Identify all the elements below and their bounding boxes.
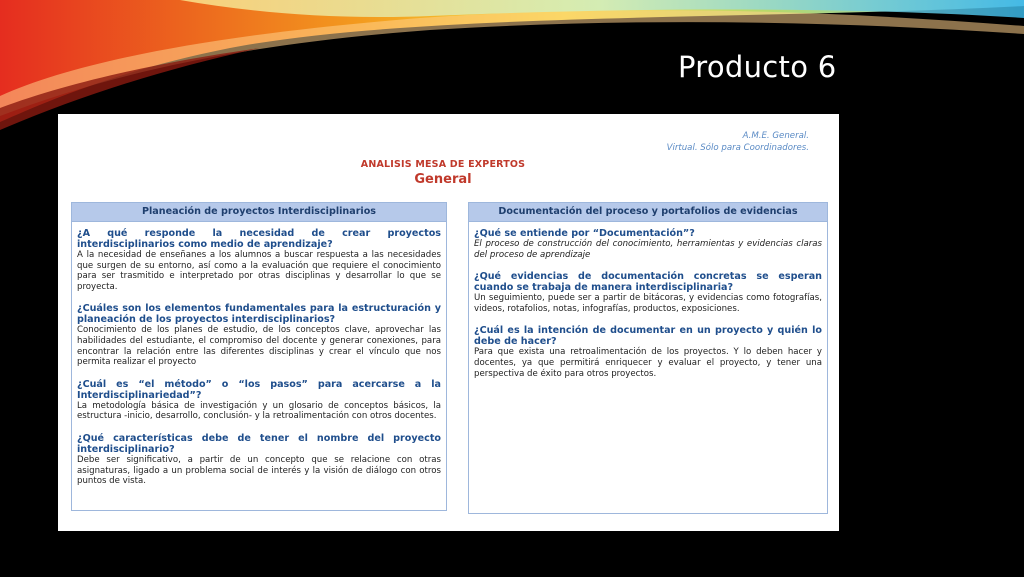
right-column-header: Documentación del proceso y portafolios de evidencias — [469, 203, 827, 222]
qa-item — [77, 379, 441, 422]
answer: Debe ser significativo, a partir de un concepto que se relacione con otras asignaturas, ligado a un problema social de interés y la visión de diálogo con otros puntos de vista. — [77, 454, 441, 487]
right-column — [468, 202, 828, 514]
document-subtitle: General — [414, 172, 472, 187]
qa-item — [77, 303, 441, 367]
question: ¿Qué evidencias de documentación concretas se esperan cuando se trabaja de manera interdisciplinaria? — [474, 271, 822, 294]
qa-item — [474, 228, 822, 260]
question: ¿Cuáles son los elementos fundamentales para la estructuración y planeación de los proyectos interdisciplinarios? — [77, 303, 441, 326]
question: ¿Cuál es la intención de documentar en un proyecto y quién lo debe de hacer? — [474, 325, 822, 348]
slide-title: Producto 6 — [678, 50, 837, 84]
document-title-block — [58, 158, 828, 189]
document-title: ANALISIS MESA DE EXPERTOS — [360, 159, 526, 170]
question: ¿Qué características debe de tener el nombre del proyecto interdisciplinario? — [77, 432, 441, 455]
document-header-note — [667, 130, 809, 154]
left-column — [71, 202, 447, 511]
document-image — [58, 114, 839, 531]
answer: Conocimiento de los planes de estudio, de los conceptos clave, aprovechar las habilidades del estudiante, el compromiso del docente y generar conexiones, para encontrar la relación entre las diferentes disciplinas y crear el vínculo que nos permita realizar el proyecto — [77, 325, 441, 368]
qa-item — [474, 271, 822, 314]
left-column-header: Planeación de proyectos Interdisciplinarios — [72, 203, 446, 222]
answer: A la necesidad de enseñanes a los alumnos a buscar respuesta a las necesidades que surgen de su entorno, así como a la evaluación que requiere el conocimiento para ser trasmitido e interpretado por otras disciplinas y desarrollar lo que se proyecta. — [77, 250, 441, 292]
question: ¿A qué responde la necesidad de crear proyectos interdisciplinarios como medio de aprendizaje? — [77, 228, 441, 250]
qa-item — [77, 228, 441, 292]
answer: El proceso de construcción del conocimiento, herramientas y evidencias claras del proceso de aprendizaje — [474, 239, 822, 260]
answer: Un seguimiento, puede ser a partir de bitácoras, y evidencias como fotografías, videos, rotafolios, notas, infografías, productos, exposiciones. — [474, 293, 822, 314]
question: ¿Qué se entiende por “Documentación”? — [474, 228, 695, 239]
header-line: A.M.E. General. — [742, 131, 809, 141]
question: ¿Cuál es “el método” o “los pasos” para acercarse a la Interdisciplinariedad”? — [77, 378, 441, 401]
answer: Para que exista una retroalimentación de los proyectos. Y lo deben hacer y docentes, ya que permitirá enriquecer y evaluar el proyecto, y tener una perspectiva de éxito para otros proyectos. — [474, 347, 822, 379]
header-line: Virtual. Sólo para Coordinadores. — [666, 143, 809, 153]
qa-item — [474, 325, 822, 379]
qa-item — [77, 433, 441, 487]
answer: La metodología básica de investigación y un glosario de conceptos básicos, la estructura -inicio, desarrollo, conclusión- y la retroalimentación con otros docentes. — [77, 400, 441, 422]
